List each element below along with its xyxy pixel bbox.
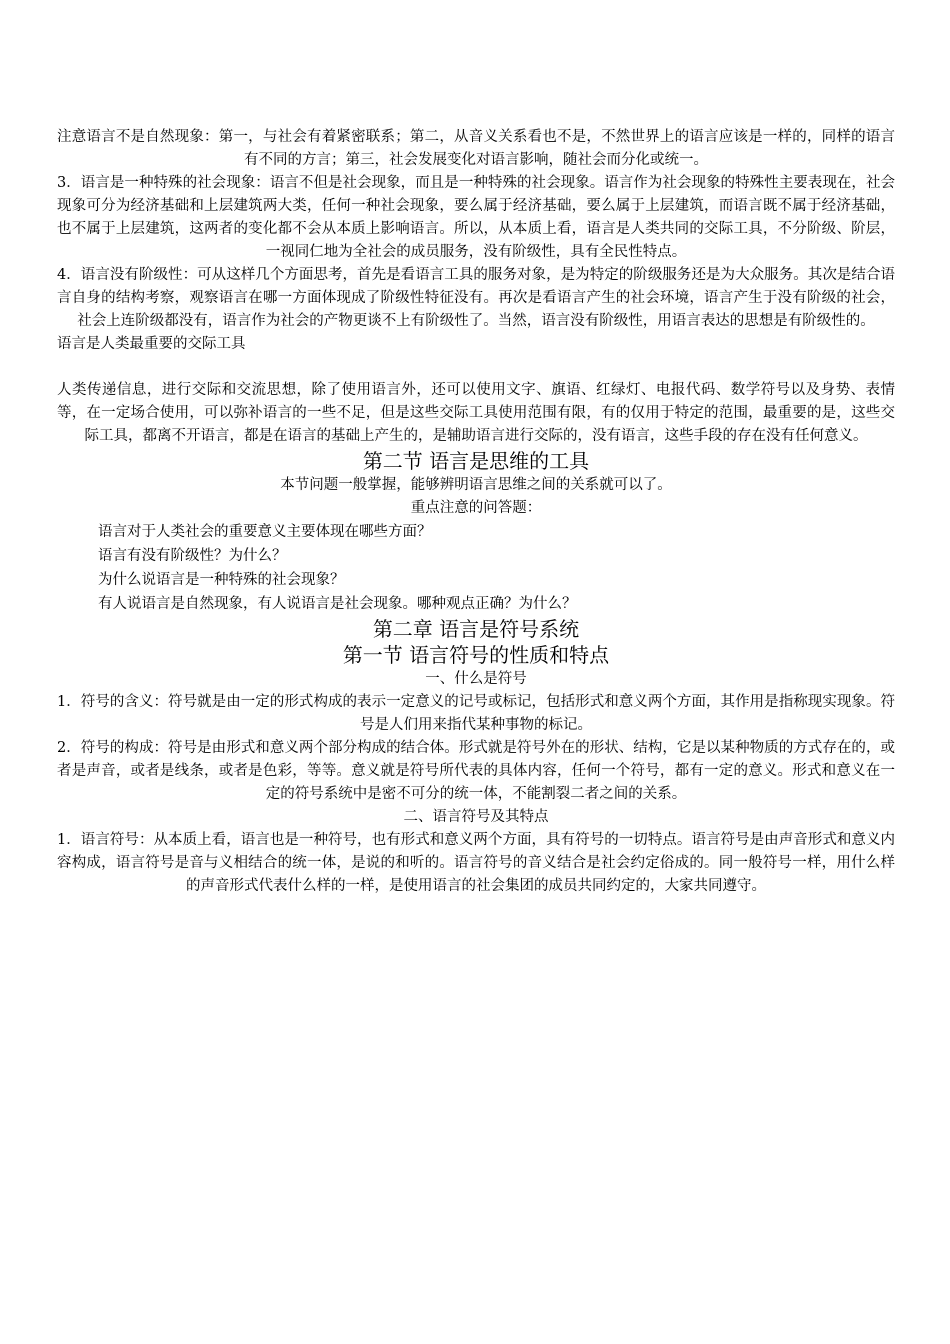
question-item: 语言对于人类社会的重要意义主要体现在哪些方面？ <box>98 524 432 540</box>
subheading-language-sign: 二、语言符号及其特点 <box>403 809 549 825</box>
question-item: 为什么说语言是一种特殊的社会现象？ <box>98 572 345 588</box>
section-heading-thinking-tool: 第二节 语言是思维的工具 <box>362 449 590 473</box>
document-body <box>57 126 895 898</box>
section-note: 本节问题一般掌握，能够辨明语言思维之间的关系就可以了。 <box>280 477 672 493</box>
paragraph-no-class-nature: 4．语言没有阶级性：可从这样几个方面思考，首先是看语言工具的服务对象，是为特定的阶级服务还是为大众服务。其次是结合语言自身的结构考察，观察语言在哪一方面体现成了阶级性特征没有。再次是看语言产生的社会环境，语言产生于没有阶级的社会，社会上连阶级都没有，语言作为社会的产物更谈不上有阶级性了。当然，语言没有阶级性，用语言表达的思想是有阶级性的。 <box>57 267 895 329</box>
question-item: 有人说语言是自然现象，有人说语言是社会现象。哪种观点正确？为什么？ <box>98 596 577 612</box>
paragraph-language-sign: 1．语言符号：从本质上看，语言也是一种符号，也有形式和意义两个方面，具有符号的一切特点。语言符号是由声音形式和意义内容构成，语言符号是音与义相结合的统一体，是说的和听的。语言符号的音义结合是社会约定俗成的。同一般符号一样，用什么样的声音形式代表什么样的一样，是使用语言的社会集团的成员共同约定的，大家共同遵守。 <box>57 832 895 894</box>
paragraph-sign-composition: 2．符号的构成：符号是由形式和意义两个部分构成的结合体。形式就是符号外在的形状、结构，它是以某种物质的方式存在的，或者是声音，或者是线条，或者是色彩，等等。意义就是符号所代表的具体内容，任何一个符号，都有一定的意义。形式和意义在一定的符号系统中是密不可分的统一体，不能割裂二者之间的关系。 <box>57 740 895 802</box>
chapter-heading: 第二章 语言是符号系统 <box>372 617 580 641</box>
paragraph-sign-meaning: 1．符号的含义：符号就是由一定的形式构成的表示一定意义的记号或标记，包括形式和意义两个方面，其作用是指称现实现象。符号是人们用来指代某种事物的标记。 <box>57 694 895 733</box>
paragraph-communication-tools: 人类传递信息，进行交际和交流思想，除了使用语言外，还可以使用文字、旗语、红绿灯、电报代码、数学符号以及身势、表情等，在一定场合使用，可以弥补语言的一些不足，但是这些交际工具使用范围有限，有的仅用于特定的范围，最重要的是，这些交际工具，都离不开语言，都是在语言的基础上产生的，是辅助语言进行交际的，没有语言，这些手段的存在没有任何意义。 <box>57 382 895 444</box>
paragraph-title-communication-tool: 语言是人类最重要的交际工具 <box>57 336 246 352</box>
question-item: 语言有没有阶级性？为什么？ <box>98 548 287 564</box>
paragraph-special-social-phenomenon: 3．语言是一种特殊的社会现象：语言不但是社会现象，而且是一种特殊的社会现象。语言作为社会现象的特殊性主要表现在，社会现象可分为经济基础和上层建筑两大类，任何一种社会现象，要么属于经济基础，要么属于上层建筑，而语言既不属于经济基础，也不属于上层建筑，这两者的变化都不会从本质上影响语言。所以，从本质上看，语言是人类共同的交际工具，不分阶级、阶层，一视同仁地为全社会的成员服务，没有阶级性，具有全民性特点。 <box>57 175 895 260</box>
paragraph-natural-phenomenon: 注意语言不是自然现象：第一，与社会有着紧密联系；第二，从音义关系看也不是，不然世界上的语言应该是一样的，同样的语言有不同的方言；第三，社会发展变化对语言影响，随社会而分化或统一。 <box>57 129 895 168</box>
blank-line <box>57 356 895 379</box>
section-heading-sign-nature: 第一节 语言符号的性质和特点 <box>342 643 610 667</box>
subheading-what-is-sign: 一、什么是符号 <box>425 671 527 687</box>
questions-title: 重点注意的问答题： <box>410 500 542 516</box>
